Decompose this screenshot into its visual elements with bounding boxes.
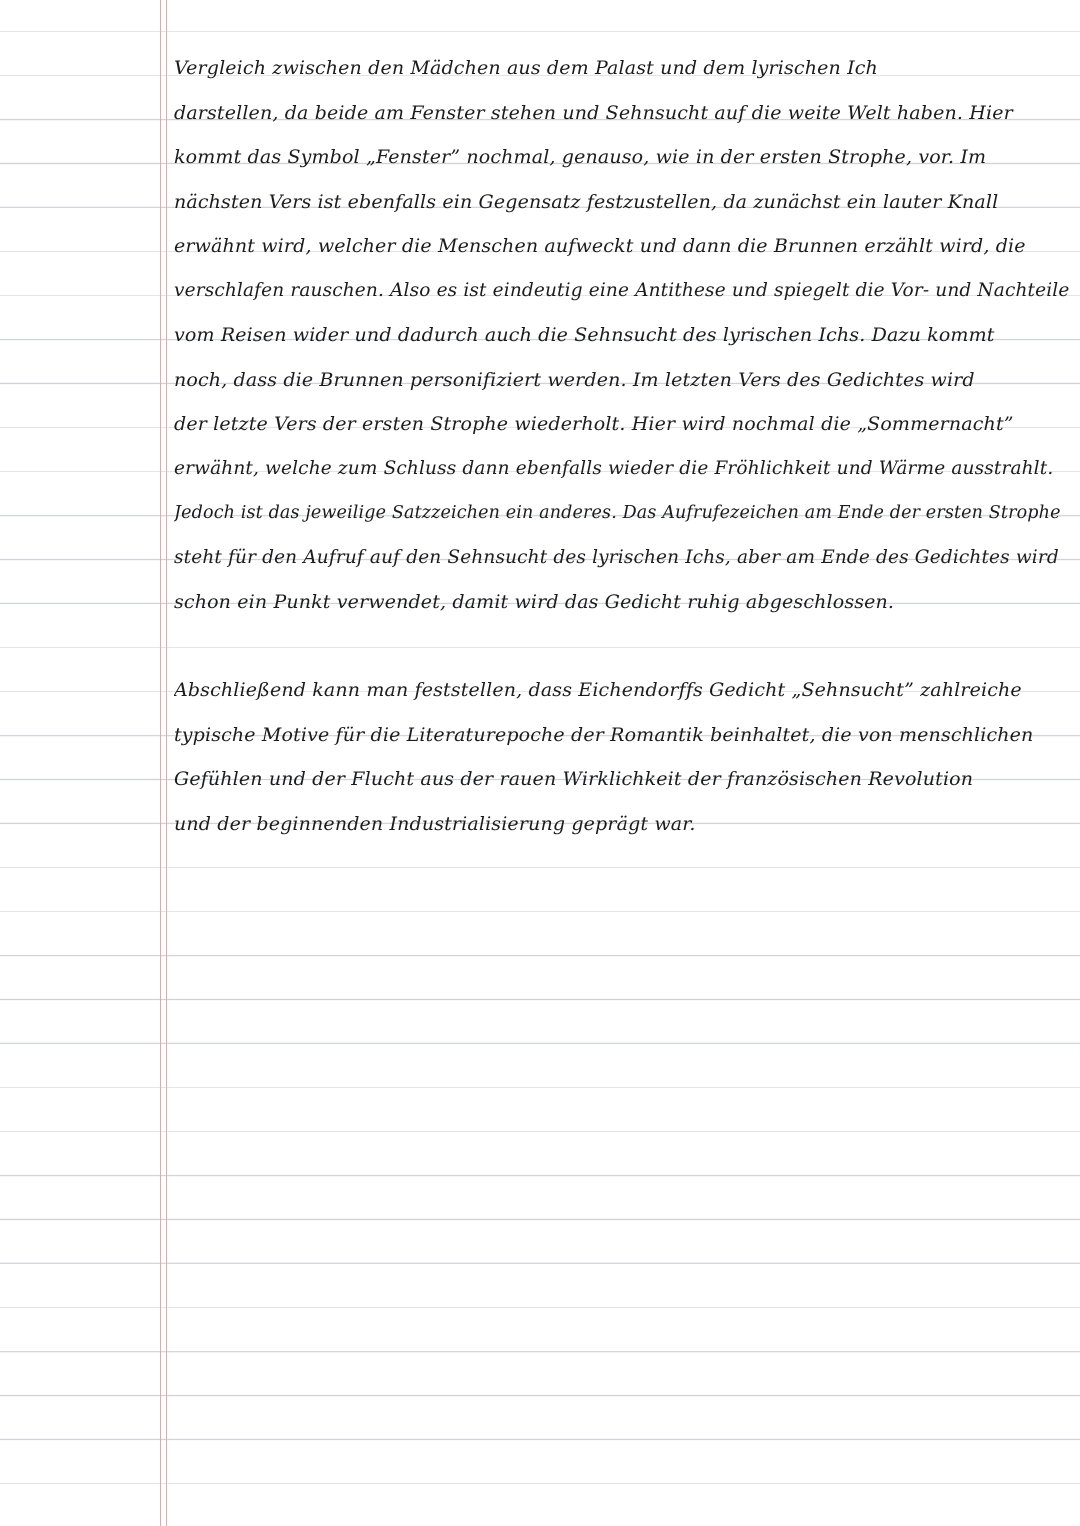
- text-line: typische Motive für die Literaturepoche der Romantik beinhaltet, die von menschlichen: [174, 723, 1034, 746]
- text-line: kommt das Symbol „Fenster” nochmal, genauso, wie in der ersten Strophe, vor. Im: [174, 146, 987, 168]
- margin-line-left: [160, 0, 161, 1526]
- text-line: Vergleich zwischen den Mädchen aus dem Palast und dem lyrischen Ich: [174, 57, 878, 79]
- text-line: verschlafen rauschen. Also es ist eindeutig eine Antithese und spiegelt die Vor- und Nachteile: [174, 279, 1070, 301]
- text-line: nächsten Vers ist ebenfalls ein Gegensatz festzustellen, da zunächst ein lauter Knall: [174, 190, 999, 213]
- text-line: darstellen, da beide am Fenster stehen und Sehnsucht auf die weite Welt haben. Hier: [174, 101, 1013, 124]
- text-line: und der beginnenden Industrialisierung geprägt war.: [174, 812, 696, 835]
- text-line: Abschließend kann man feststellen, dass Eichendorffs Gedicht „Sehnsucht” zahlreiche: [174, 679, 1022, 701]
- paragraph-conclusion: [174, 668, 1074, 846]
- text-line: noch, dass die Brunnen personifiziert werden. Im letzten Vers des Gedichtes wird: [174, 368, 975, 391]
- text-line: schon ein Punkt verwendet, damit wird das Gedicht ruhig abgeschlossen.: [174, 591, 895, 613]
- text-line: Jedoch ist das jeweilige Satzzeichen ein anderes. Das Aufrufezeichen am Ende der ersten Strophe: [174, 503, 1061, 523]
- text-line: erwähnt, welche zum Schluss dann ebenfalls wieder die Fröhlichkeit und Wärme ausstrahlt.: [174, 457, 1054, 479]
- text-line: vom Reisen wider und dadurch auch die Sehnsucht des lyrischen Ichs. Dazu kommt: [174, 324, 995, 346]
- text-line: Gefühlen und der Flucht aus der rauen Wirklichkeit der französischen Revolution: [174, 768, 974, 790]
- text-line: steht für den Aufruf auf den Sehnsucht des lyrischen Ichs, aber am Ende des Gedichtes wird: [174, 546, 1059, 568]
- text-line: der letzte Vers der ersten Strophe wiederholt. Hier wird nochmal die „Sommernacht”: [174, 413, 1014, 435]
- text-line: erwähnt wird, welcher die Menschen aufweckt und dann die Brunnen erzählt wird, die: [174, 235, 1026, 257]
- paragraph-analysis: [174, 46, 1074, 625]
- margin-line-right: [166, 0, 167, 1526]
